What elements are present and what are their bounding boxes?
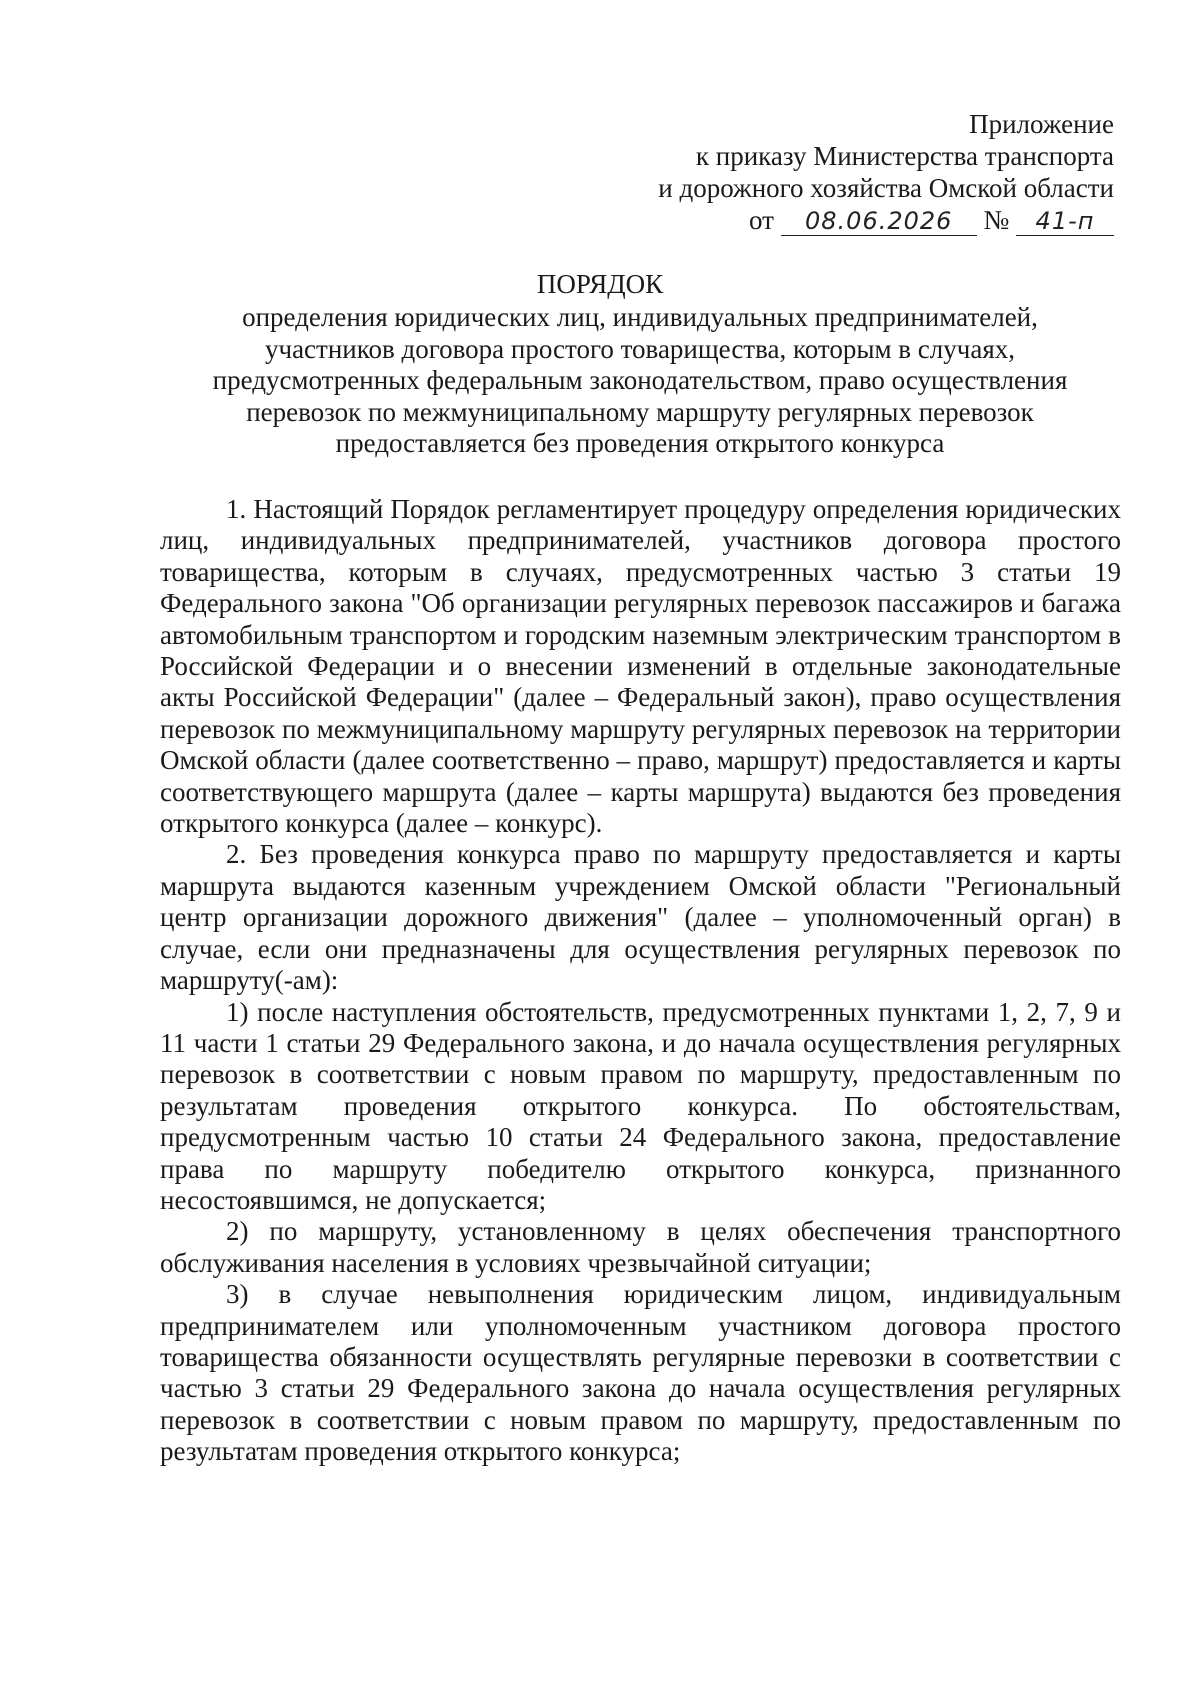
- paragraph-1: 1. Настоящий Порядок регламентирует процедуру определения юридических лиц, индивидуальных предпринимателей, участников договора простого товарищества, которым в случаях, предусмотренных частью 3 статьи 19 Федерального закона "Об организации регулярных перевозок пассажиров и багажа автомобильным транспортом и городским наземным электрическим транспортом в Российской Федерации и о внесении изменений в отдельные законодательные акты Российской Федерации" (далее – Федеральный закон), право осуществления перевозок по межмуниципальному маршруту регулярных перевозок на территории Омской области (далее соответственно – право, маршрут) предоставляется и карты соответствующего маршрута (далее – карты маршрута) выдаются без проведения открытого конкурса (далее – конкурс).: [160, 494, 1121, 839]
- appendix-header: [658, 108, 1114, 236]
- paragraph-2: 2. Без проведения конкурса право по маршруту предоставляется и карты маршрута выдаются казенным учреждением Омской области "Региональный центр организации дорожного движения" (далее – уполномоченный орган) в случае, если они предназначены для осуществления регулярных перевозок по маршруту(-ам):: [160, 839, 1121, 996]
- subtitle-line: предоставляется без проведения открытого конкурса: [335, 428, 945, 458]
- document-subtitle: [160, 302, 1120, 460]
- order-date-handwritten: 08.06.2026: [805, 207, 953, 235]
- order-date-field: [781, 206, 977, 236]
- document-body: [160, 494, 1121, 1468]
- order-number-handwritten: 41-п: [1035, 207, 1095, 235]
- subitem-1: 1) после наступления обстоятельств, предусмотренных пунктами 1, 2, 7, 9 и 11 части 1 статьи 29 Федерального закона, и до начала осуществления регулярных перевозок в соответствии с новым правом по маршруту, предоставленным по результатам проведения открытого конкурса. По обстоятельствам, предусмотренным частью 10 статьи 24 Федерального закона, предоставление права по маршруту победителю открытого конкурса, признанного несостоявшимся, не допускается;: [160, 996, 1121, 1215]
- subtitle-line: предусмотренных федеральным законодательством, право осуществления: [212, 365, 1068, 395]
- subitem-2: 2) по маршруту, установленному в целях обеспечения транспортного обслуживания населения в условиях чрезвычайной ситуации;: [160, 1216, 1121, 1278]
- order-date-number-line: [658, 204, 1114, 236]
- subtitle-line: участников договора простого товарищества, которым в случаях,: [264, 333, 1015, 364]
- date-prefix: от: [749, 205, 774, 235]
- number-sign: №: [983, 205, 1010, 235]
- subtitle-line: перевозок по межмуниципальному маршруту регулярных перевозок: [246, 396, 1034, 427]
- subitem-3: 3) в случае невыполнения юридическим лицом, индивидуальным предпринимателем или уполномоченным участником договора простого товарищества обязанности осуществлять регулярные перевозки в соответствии с частью 3 статьи 29 Федерального закона до начала осуществления регулярных перевозок в соответствии с новым правом по маршруту, предоставленным по результатам проведения открытого конкурса;: [160, 1279, 1121, 1467]
- document-title: ПОРЯДОК: [536, 269, 664, 299]
- appendix-order-ref: к приказу Министерства транспорта: [695, 141, 1114, 171]
- appendix-label: Приложение: [969, 109, 1114, 139]
- appendix-ministry: и дорожного хозяйства Омской области: [658, 173, 1114, 203]
- subtitle-line: определения юридических лиц, индивидуальных предпринимателей,: [242, 302, 1038, 332]
- order-number-field: [1016, 206, 1114, 236]
